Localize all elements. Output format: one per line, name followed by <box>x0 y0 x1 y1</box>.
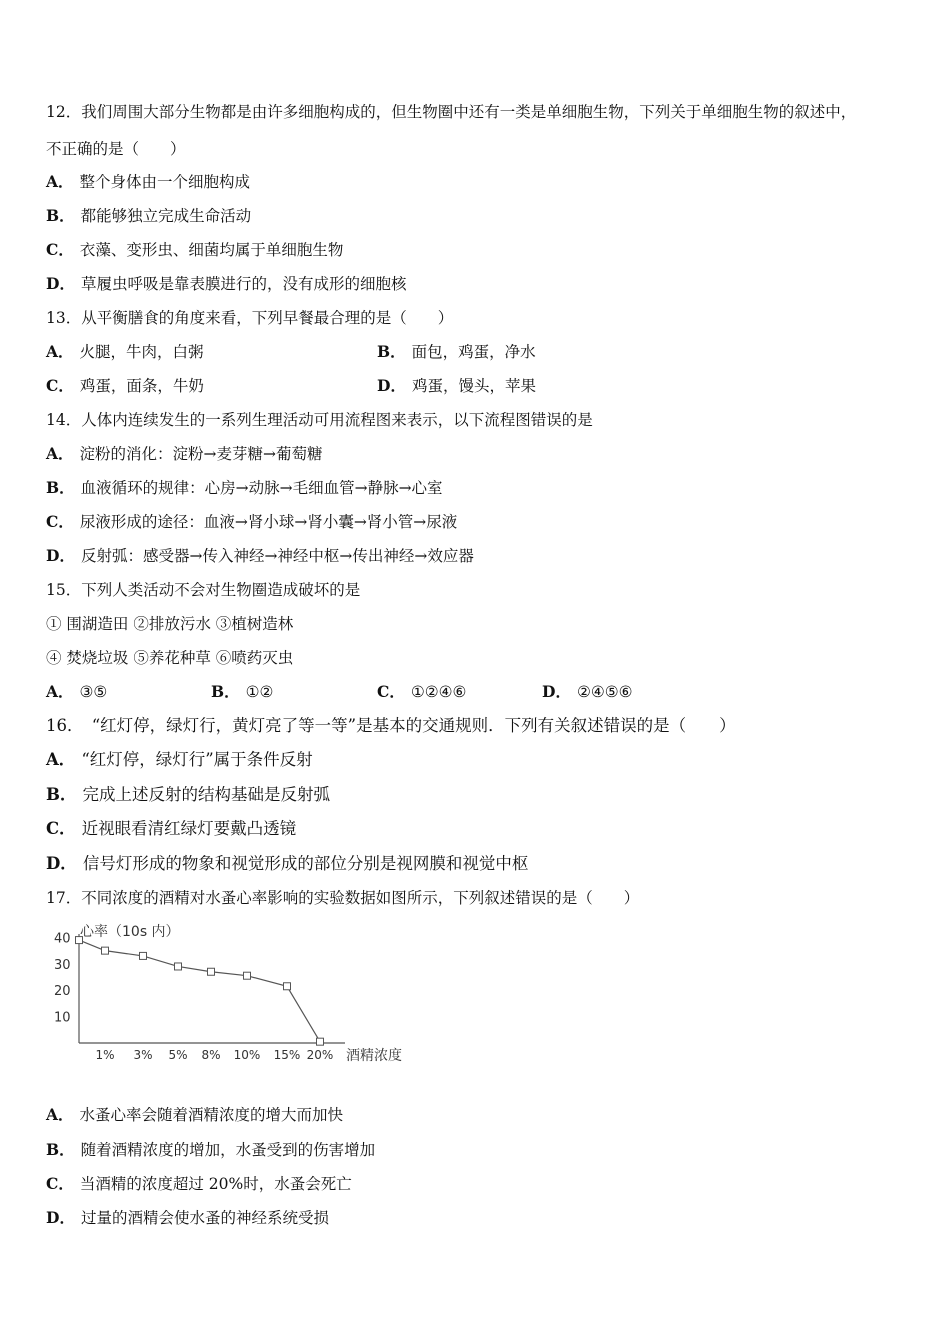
q13-option-c <box>46 377 204 395</box>
series-line <box>79 940 320 1042</box>
option-text: 信号灯形成的物象和视觉形成的部位分别是视网膜和视觉中枢 <box>82 854 529 873</box>
option-text: 尿液形成的途径：血液→肾小球→肾小囊→肾小管→尿液 <box>79 513 458 531</box>
option-label: C． <box>377 682 405 701</box>
q12-option-c <box>46 239 343 261</box>
q16-stem: 16． “红灯停，绿灯行，黄灯亮了等一等”是基本的交通规则．下列有关叙述错误的是（ ） <box>46 716 736 735</box>
q17-option-c <box>46 1173 352 1195</box>
x-tick-label: 1% <box>95 1048 115 1062</box>
q17-option-a <box>46 1104 343 1126</box>
option-label: D． <box>46 1208 75 1227</box>
x-tick-label: 3% <box>133 1048 153 1062</box>
q17-stem: 17．不同浓度的酒精对水蚤心率影响的实验数据如图所示，下列叙述错误的是（ ） <box>46 889 640 907</box>
q13-option-a <box>46 343 204 361</box>
option-label: B． <box>211 682 240 701</box>
option-label: D． <box>542 682 571 701</box>
option-label: C． <box>46 1174 74 1193</box>
q13-options-row2 <box>46 375 906 397</box>
option-label: A． <box>46 1105 74 1124</box>
option-text: ①②④⑥ <box>410 683 467 701</box>
y-tick-label: 10 <box>54 1010 71 1026</box>
y-tick-label: 40 <box>54 931 71 947</box>
option-label: D． <box>46 546 75 565</box>
q13-options-row1 <box>46 341 906 363</box>
data-point <box>244 972 251 979</box>
option-text: 近视眼看清红绿灯要戴凸透镜 <box>81 819 297 838</box>
q12-stem-line1: 12．我们周围大部分生物都是由许多细胞构成的，但生物圈中还有一类是单细胞生物，下列关于单细胞生物的叙述中， <box>46 103 857 121</box>
option-text: “红灯停，绿灯行”属于条件反射 <box>81 750 313 769</box>
q12-stem-line2: 不正确的是（ ） <box>46 140 186 158</box>
q13-option-b <box>377 341 536 363</box>
q15-option-d <box>542 681 633 703</box>
q15-option-a <box>46 681 107 703</box>
q15-option-c <box>377 681 466 703</box>
option-text: 淀粉的消化：淀粉→麦芽糖→葡萄糖 <box>79 445 323 463</box>
option-label: C． <box>46 819 76 838</box>
option-text: 火腿，牛肉，白粥 <box>79 343 204 361</box>
option-label: C． <box>46 240 74 259</box>
data-point <box>175 963 182 970</box>
q16-option-c <box>46 818 296 840</box>
q17-option-d <box>46 1207 329 1229</box>
option-text: 血液循环的规律：心房→动脉→毛细血管→静脉→心室 <box>80 479 443 497</box>
data-point <box>208 968 215 975</box>
x-tick-label: 15% <box>273 1048 301 1062</box>
chart-ylabel: 心率（10s 内） <box>80 924 180 940</box>
option-label: B． <box>46 206 75 225</box>
option-label: A． <box>46 172 74 191</box>
option-label: C． <box>46 512 74 531</box>
option-label: D． <box>46 854 77 873</box>
q14-option-d <box>46 545 474 567</box>
q14-stem: 14．人体内连续发生的一系列生理活动可用流程图来表示，以下流程图错误的是 <box>46 411 593 429</box>
chart-axes <box>79 934 345 1043</box>
q15-stem: 15．下列人类活动不会对生物圈造成破坏的是 <box>46 581 361 599</box>
data-point <box>140 952 147 959</box>
option-text: ①② <box>245 683 274 701</box>
option-label: D． <box>377 376 406 395</box>
x-tick-label: 8% <box>201 1048 221 1062</box>
y-tick-label: 30 <box>54 957 71 973</box>
option-label: A． <box>46 444 74 463</box>
option-label: A． <box>46 342 74 361</box>
option-text: 整个身体由一个细胞构成 <box>79 173 251 191</box>
q14-option-b <box>46 477 443 499</box>
q14-option-c <box>46 511 457 533</box>
option-text: 鸡蛋，面条，牛奶 <box>79 377 204 395</box>
q12-option-a <box>46 171 250 193</box>
option-text: 衣藻、变形虫、细菌均属于单细胞生物 <box>79 241 344 259</box>
option-text: 面包，鸡蛋，净水 <box>411 343 536 361</box>
q15-items-line2: ④ 焚烧垃圾 ⑤养花种草 ⑥喷药灭虫 <box>46 649 294 667</box>
option-label: B． <box>46 1140 75 1159</box>
option-label: A． <box>46 750 76 769</box>
q12-option-d <box>46 273 406 295</box>
option-text: ②④⑤⑥ <box>576 683 633 701</box>
q15-option-b <box>211 681 273 703</box>
option-text: 当酒精的浓度超过 20%时，水蚤会死亡 <box>79 1175 352 1193</box>
option-text: ③⑤ <box>79 683 108 701</box>
q13-stem: 13．从平衡膳食的角度来看，下列早餐最合理的是（ ） <box>46 309 454 327</box>
x-tick-label: 20% <box>306 1048 334 1062</box>
q16-option-a <box>46 749 313 771</box>
q12-option-b <box>46 205 251 227</box>
option-text: 都能够独立完成生命活动 <box>80 207 252 225</box>
option-label: B． <box>46 478 75 497</box>
chart-series <box>76 937 324 1046</box>
option-text: 草履虫呼吸是靠表膜进行的，没有成形的细胞核 <box>80 275 407 293</box>
q15-items-line1: ① 围湖造田 ②排放污水 ③植树造林 <box>46 615 294 633</box>
option-text: 水蚤心率会随着酒精浓度的增大而加快 <box>79 1106 344 1124</box>
option-label: B． <box>46 785 77 804</box>
option-text: 完成上述反射的结构基础是反射弧 <box>82 785 330 804</box>
option-label: D． <box>46 274 75 293</box>
option-text: 反射弧：感受器→传入神经→神经中枢→传出神经→效应器 <box>80 547 474 565</box>
option-label: B． <box>377 342 406 361</box>
q14-option-a <box>46 443 323 465</box>
y-tick-label: 20 <box>54 984 71 1000</box>
heart-rate-chart <box>50 920 420 1070</box>
x-tick-label: 10% <box>233 1048 261 1062</box>
option-text: 过量的酒精会使水蚤的神经系统受损 <box>80 1209 329 1227</box>
q16-option-b <box>46 784 330 806</box>
option-label: C． <box>46 376 74 395</box>
data-point <box>317 1038 324 1045</box>
option-text: 鸡蛋，馒头，苹果 <box>411 377 536 395</box>
option-label: A． <box>46 682 74 701</box>
data-point <box>284 983 291 990</box>
option-text: 随着酒精浓度的增加，水蚤受到的伤害增加 <box>80 1141 376 1159</box>
q17-option-b <box>46 1139 375 1161</box>
chart-xlabel: 酒精浓度 <box>346 1048 402 1064</box>
q16-option-d <box>46 853 528 875</box>
x-tick-label: 5% <box>168 1048 188 1062</box>
data-point <box>102 947 109 954</box>
q13-option-d <box>377 375 536 397</box>
